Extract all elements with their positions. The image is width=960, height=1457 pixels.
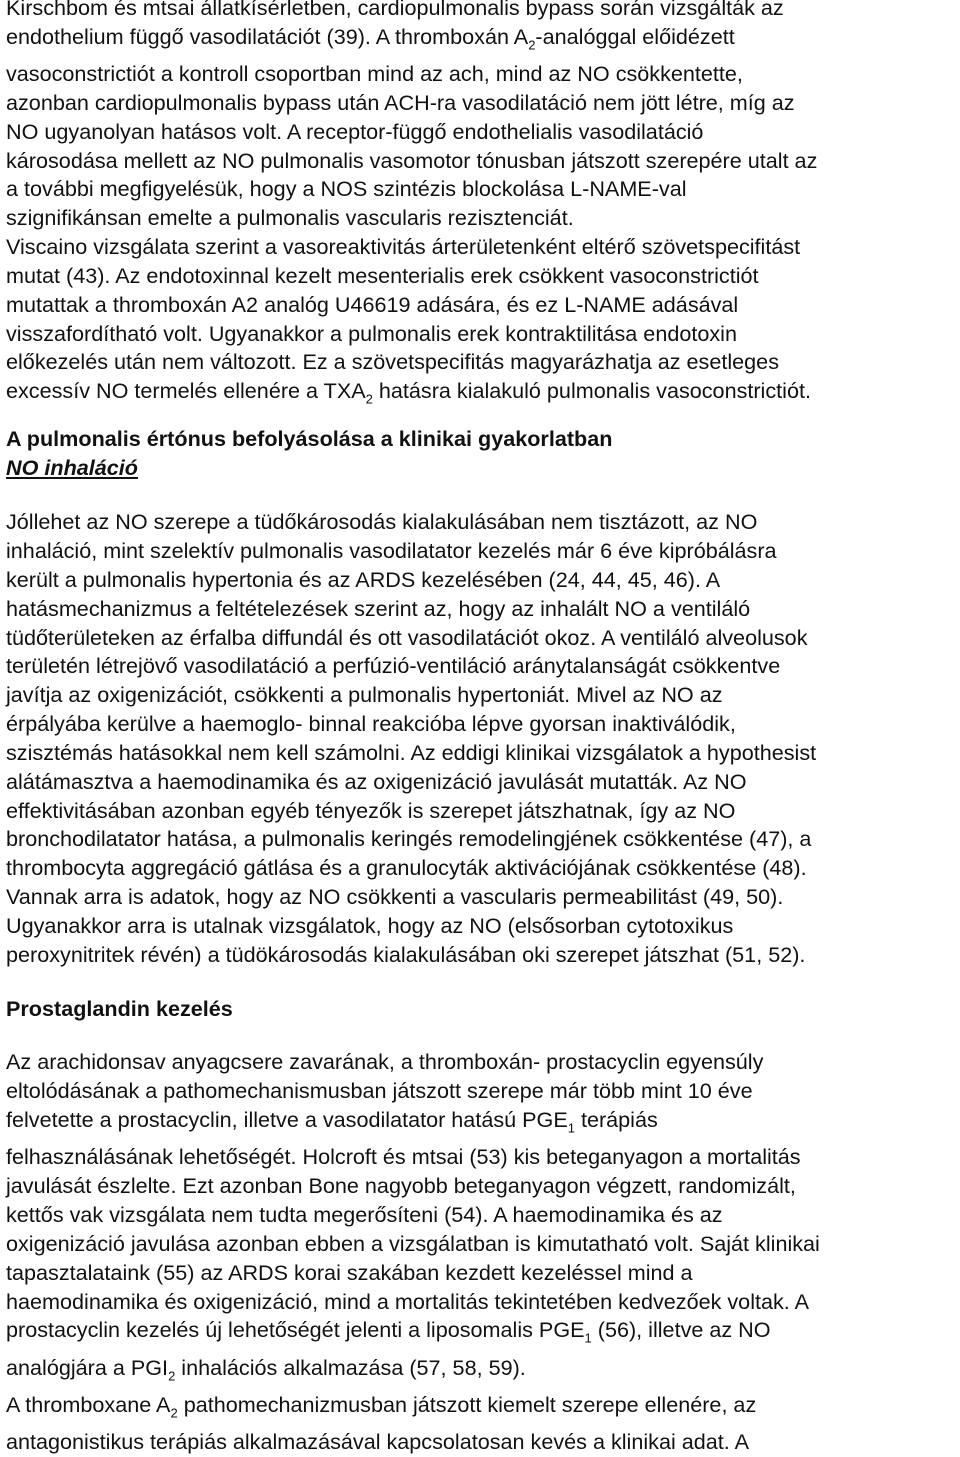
subscript: 2	[170, 1405, 178, 1420]
subscript: 1	[584, 1330, 592, 1346]
text-line: előkezelés után nem változott. Ez a szövetspecifitás magyarázhatja az esetleges	[6, 349, 779, 375]
text-line: Kirschbom és mtsai állatkísérletben, cardiopulmonalis bypass során vizsgálták az	[6, 0, 784, 20]
section-heading: A pulmonalis értónus befolyásolása a klinikai gyakorlatban	[6, 426, 613, 452]
text-line: excessív NO termelés ellenére a $TXA_2$ hatásra kialakuló pulmonalis vasoconstrictiót.	[6, 378, 811, 407]
spacer	[6, 970, 958, 995]
text-line: Viscaino vizsgálata szerint a vasoreaktivitás árterületenként eltérő szövetspecifitást	[6, 234, 801, 260]
spacer	[6, 1023, 958, 1048]
text-line: került a pulmonalis hypertonia és az ARDS kezelésében (24, 44, 45, 46). A	[6, 566, 721, 592]
paragraph	[6, 508, 958, 970]
text-line: azonban cardiopulmonalis bypass után ACH-ra vasodilatáció nem jött létre, míg az	[6, 89, 795, 115]
text-line: prostacyclin kezelés új lehetőségét jelenti a liposomalis $PGE_1$ (56), illetve az NO	[6, 1317, 771, 1346]
subscript: 2	[365, 391, 373, 407]
spacer	[6, 483, 958, 508]
text-line: mutat (43). Az endotoxinnal kezelt mesenterialis erek csökkent vasoconstrictiót	[6, 262, 759, 288]
text-line: szisztémás hatásokkal nem kell számolni. Az eddigi klinikai vizsgálatok a hypothesist	[6, 739, 817, 765]
text-line: javítja az oxigenizációt, csökkenti a pulmonalis hypertoniát. Mivel az NO az	[6, 682, 723, 708]
spacer	[6, 414, 958, 425]
subscript: 1	[567, 1120, 575, 1136]
text-line: felvetette a prostacyclin, illetve a vasodilatator hatású $PGE_1$ terápiás	[6, 1107, 658, 1136]
text-line: hatásmechanizmus a feltételezések szerint az, hogy az inhalált NO a ventiláló	[6, 595, 751, 621]
text-line: károsodása mellett az NO pulmonalis vasomotor tónusban játszott szerepére utalt az	[6, 147, 818, 173]
text-line: alátámasztva a haemodinamika és az oxigenizáció javulását mutatták. Az NO	[6, 768, 747, 794]
text-line: peroxynitritek révén) a tüdökárosodás kialakulásában oki szerepet játszhat (51, 52).	[6, 941, 806, 967]
paragraph	[6, 1048, 958, 1390]
paragraph	[6, 0, 958, 233]
paragraph	[6, 1391, 958, 1457]
text-line: effektivitásában azonban egyéb tényezők is szerepet játszhatnak, így az NO	[6, 797, 736, 823]
text-line: szignifikánsan emelte a pulmonalis vascularis rezisztenciát.	[6, 205, 574, 231]
text-line: inhaláció, mint szelektív pulmonalis vasodilatator kezelés már 6 éve kipróbálásra	[6, 537, 777, 563]
text-line: thrombocyta aggregáció gátlása és a granulocyták aktivációjának csökkentése (48).	[6, 855, 807, 881]
subsection-heading: Prostaglandin kezelés	[6, 995, 233, 1021]
text-line: tapasztalataink (55) az ARDS korai szakában kezdett kezeléssel mind a	[6, 1259, 693, 1285]
text-line: haemodinamika és oxigenizáció, mind a mortalitás tekintetében kedvezőek voltak. A	[6, 1288, 810, 1314]
subsection-heading: NO inhaláció	[6, 455, 138, 481]
text-line: Jóllehet az NO szerepe a tüdőkárosodás kialakulásában nem tisztázott, az NO	[6, 509, 758, 535]
text-line: érpályába kerülve a haemoglo- binnal reakcióba lépve gyorsan inaktiválódik,	[6, 711, 736, 737]
text-line: javulását észlelte. Ezt azonban Bone nagyobb beteganyagon végzett, randomizált,	[6, 1173, 796, 1199]
text-line: eltolódásának a pathomechanismusban játszott szerepe már több mint 10 éve	[6, 1078, 753, 1104]
text-line: bronchodilatator hatása, a pulmonalis keringés remodelingjének csökkentése (47), a	[6, 826, 812, 852]
text-line: területén létrejövő vasodilatáció a perfúzió-ventiláció aránytalanságát csökkentve	[6, 653, 781, 679]
text-line: Az arachidonsav anyagcsere zavarának, a thromboxán- prostacyclin egyensúly	[6, 1049, 764, 1075]
text-line: kettős vak vizsgálata nem tudta megerősíteni (54). A haemodinamika és az	[6, 1202, 723, 1227]
text-line: a további megfigyelésük, hogy a NOS szintézis blockolása L-NAME-val	[6, 176, 687, 202]
text-line: tüdőterületeken az érfalba diffundál és ott vasodilatációt okoz. A ventiláló alveolusok	[6, 624, 808, 650]
text-line: visszafordítható volt. Ugyanakkor a pulmonalis erek kontraktilitása endotoxin	[6, 320, 737, 346]
text-line: oxigenizáció javulása azonban ebben a vizsgálatban is kimutatható volt. Saját klinikai	[6, 1230, 820, 1256]
subscript: 2	[528, 37, 536, 53]
text-line: A thromboxane $A_2$ pathomechanizmusban játszott kiemelt szerepe ellenére, az	[6, 1391, 757, 1420]
text-line: analógjára a $PGI_2$ inhalációs alkalmazása (57, 58, 59).	[6, 1354, 526, 1383]
document-page	[6, 0, 958, 1457]
text-line: NO ugyanolyan hatásos volt. A receptor-függő endothelialis vasodilatáció	[6, 118, 704, 144]
subscript: 2	[168, 1367, 176, 1383]
paragraph	[6, 233, 958, 414]
text-line: mutattak a thromboxán A2 analóg U46619 adására, és ez L-NAME adásával	[6, 291, 739, 317]
text-line: felhasználásának lehetőségét. Holcroft és mtsai (53) kis beteganyagon a mortalitás	[6, 1144, 801, 1170]
text-line: vasoconstrictiót a kontroll csoportban mind az ach, mind az NO csökkentette,	[6, 61, 743, 86]
text-line: endothelium függő vasodilatációt (39). A thromboxán $A_2$-analóggal előidézett	[6, 23, 735, 53]
text-line: Vannak arra is adatok, hogy az NO csökkenti a vascularis permeabilitást (49, 50).	[6, 884, 784, 910]
text-line: Ugyanakkor arra is utalnak vizsgálatok, hogy az NO (elsősorban cytotoxikus	[6, 912, 734, 938]
text-line: antagonistikus terápiás alkalmazásával kapcsolatosan kevés a klinikai adat. A	[6, 1428, 750, 1454]
